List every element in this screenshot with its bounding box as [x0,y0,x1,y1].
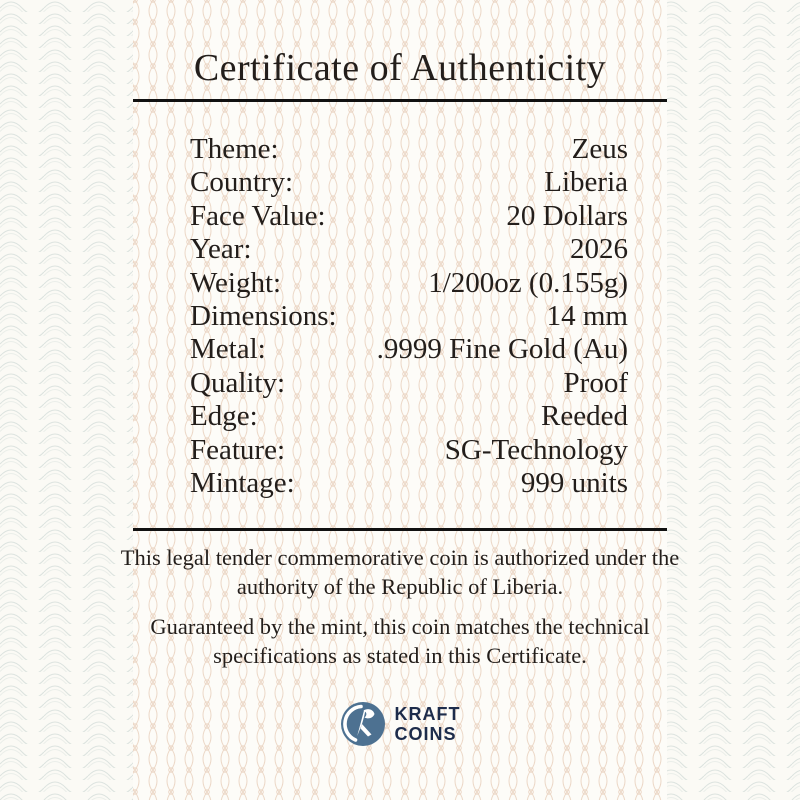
spec-label: Feature: [190,433,286,466]
spec-row [190,400,628,433]
mint-brand-logo [0,701,800,747]
spec-label: Face Value: [190,199,326,232]
spec-value: 20 Dollars [506,199,628,232]
spec-label: Theme: [190,133,279,165]
logo-disc [341,702,385,746]
brand-name-line1: KRAFT [394,704,461,724]
spec-list [190,133,628,500]
spec-value: Proof [563,366,628,399]
brand-name-line2: COINS [394,724,457,744]
spec-row [190,367,628,400]
spec-value: 999 units [520,467,628,500]
spec-value: SG-Technology [444,433,628,466]
brand-name [395,704,461,744]
legal-statement-authorization: This legal tender commemorative coin is authorized under the authority of the Republic of Liberia. [120,545,680,599]
spec-value: .9999 Fine Gold (Au) [376,333,628,366]
title-divider-line [133,99,667,102]
spec-row [190,133,628,166]
spec-value: 2026 [570,233,628,266]
spec-label: Edge: [190,400,258,433]
spec-row [190,434,628,467]
spec-value: Liberia [544,166,628,199]
spec-row [190,300,628,333]
kraft-coins-monogram-icon [340,701,386,747]
spec-label: Country: [190,166,294,199]
spec-value: Zeus [571,133,628,165]
spec-label: Metal: [190,333,266,366]
spec-label: Quality: [190,366,286,399]
spec-row [190,267,628,300]
legal-statement-guarantee: Guaranteed by the mint, this coin matches the technical specifications as stated in this Certificate. [150,614,650,668]
spec-label: Dimensions: [190,300,337,333]
spec-value: 14 mm [546,300,628,333]
spec-value: Reeded [541,400,628,433]
spec-label: Mintage: [190,467,295,500]
spec-label: Year: [190,233,252,266]
spec-row [190,333,628,366]
specs-divider-line [133,528,667,531]
spec-label: Weight: [190,266,282,299]
certificate-title: Certificate of Authenticity [193,47,607,89]
spec-value: 1/200oz (0.155g) [428,266,628,299]
spec-row [190,166,628,199]
spec-row [190,200,628,233]
spec-row [190,233,628,266]
spec-row [190,467,628,500]
